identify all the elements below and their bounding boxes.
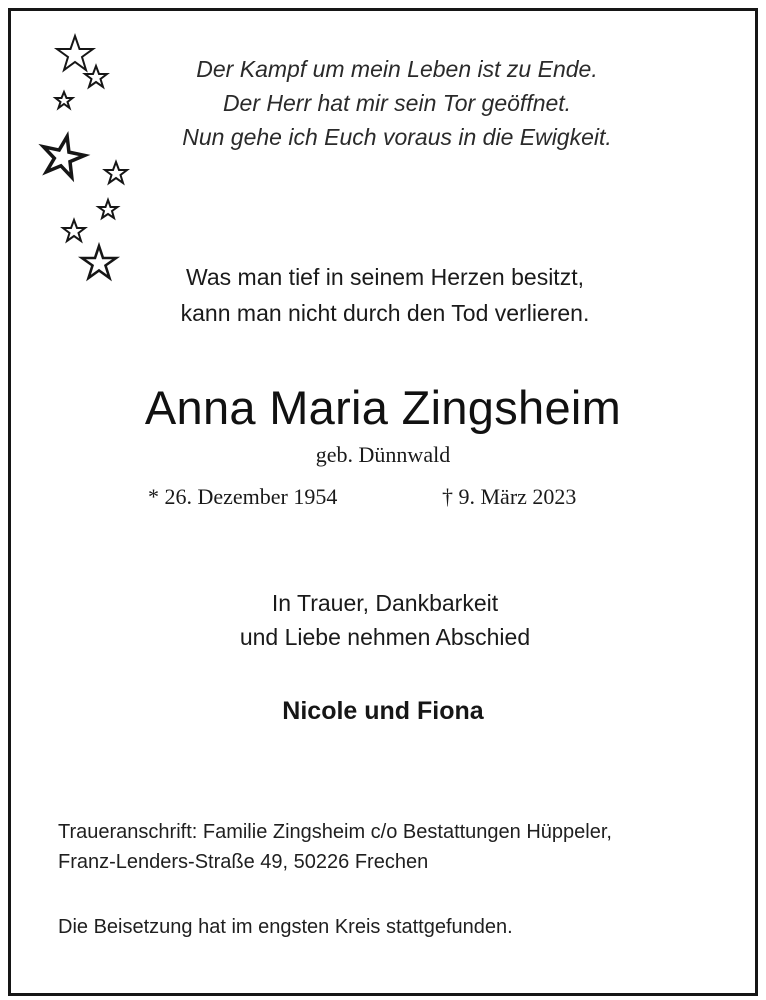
poem-line-2: Der Herr hat mir sein Tor geöffnet. xyxy=(222,90,572,116)
quote-line-2: kann man nicht durch den Tod verlieren. xyxy=(180,300,590,326)
birth-date: * 26. Dezember 1954 xyxy=(148,484,338,509)
star-icon xyxy=(63,220,85,241)
mourners: Nicole und Fiona xyxy=(282,697,484,725)
poem-line-3: Nun gehe ich Euch voraus in die Ewigkeit. xyxy=(182,124,612,150)
quote-line-1: Was man tief in seinem Herzen besitzt, xyxy=(186,264,584,290)
burial-note: Die Beisetzung hat im engsten Kreis stattgefunden. xyxy=(58,916,513,938)
death-date: † 9. März 2023 xyxy=(442,484,577,509)
address-line-2: Franz-Lenders-Straße 49, 50226 Frechen xyxy=(58,851,429,873)
maiden-name: geb. Dünnwald xyxy=(315,442,451,467)
farewell-line-1: In Trauer, Dankbarkeit xyxy=(271,590,499,616)
star-icon xyxy=(105,162,127,183)
deceased-name: Anna Maria Zingsheim xyxy=(144,381,622,434)
poem-line-1: Der Kampf um mein Leben ist zu Ende. xyxy=(196,56,598,82)
farewell-line-2: und Liebe nehmen Abschied xyxy=(239,624,531,650)
address-line-1: Traueranschrift: Familie Zingsheim c/o Bestattungen Hüppeler, xyxy=(58,821,612,843)
star-icon xyxy=(99,200,118,218)
